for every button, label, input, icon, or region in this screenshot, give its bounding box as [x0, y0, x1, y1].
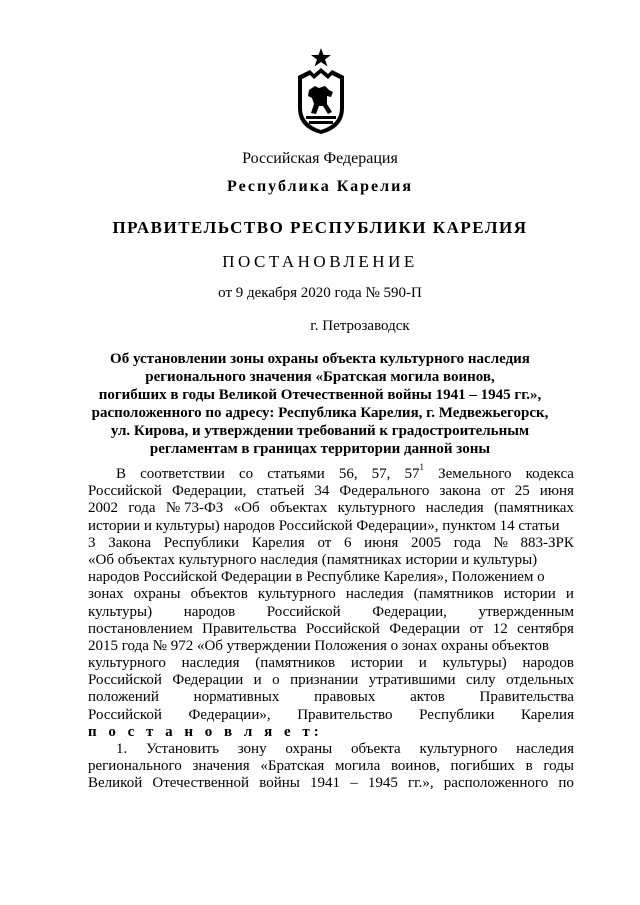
title-line: регламентам в границах территории данной зоны — [149, 441, 491, 457]
body-word: по — [558, 775, 574, 792]
body-word: июня — [539, 483, 574, 500]
body-word: культурного — [257, 586, 336, 603]
government-name: ПРАВИТЕЛЬСТВО РЕСПУБЛИКИ КАРЕЛИЯ — [112, 218, 528, 237]
body-line — [88, 569, 574, 586]
karelia-coat-of-arms-icon — [292, 48, 350, 136]
decree-word: п о с т а н о в л я е т: — [88, 723, 323, 740]
body-word: гг.», — [408, 775, 434, 792]
title-line: расположенного по адресу: Республика Карелия, г. Медвежьегорск, — [91, 405, 549, 421]
body-word: объекта — [351, 741, 401, 757]
body-word: 12 — [492, 620, 508, 637]
body-word: Правительство — [297, 706, 393, 723]
body-word: (памятниках — [494, 500, 574, 517]
body-word: Федерального — [339, 483, 430, 500]
body-word: зонах — [88, 586, 124, 603]
body-word: зону — [237, 741, 267, 757]
body-word: Правительства — [479, 689, 574, 706]
body-word: народов — [183, 603, 236, 620]
title-line: ул. Кирова, и утверждении требований к градостроительным — [110, 423, 530, 439]
body-word: народов Российской Федерации в Республике Карелия», Положением о — [88, 569, 545, 586]
body-word: Российской — [88, 706, 162, 723]
title-line: погибших в годы Великой Отечественной войны 1941 – 1945 гг.», — [98, 387, 542, 403]
republic-name: Республика Карелия — [227, 178, 413, 195]
body-line — [88, 586, 574, 603]
body-word: 25 — [514, 483, 530, 500]
body-word: наследия — [345, 586, 404, 603]
body-word: годы — [543, 758, 574, 775]
body-word: Закона — [108, 534, 152, 551]
document-type: ПОСТАНОВЛЕНИЕ — [222, 252, 418, 271]
body-word: силу — [465, 672, 496, 689]
body-word: Российской — [88, 483, 162, 500]
body-word: соответствии — [140, 466, 225, 482]
body-word: наследия — [425, 500, 484, 517]
superscript: 1 — [419, 462, 424, 472]
body-word: нормативных — [193, 689, 280, 706]
body-line — [88, 758, 574, 775]
body-word: (памятников — [255, 655, 336, 672]
body-line — [88, 741, 574, 758]
body-word: Карелия — [251, 534, 305, 551]
body-word: «Братская — [260, 758, 325, 775]
title-line: регионального значения «Братская могила воинов, — [145, 369, 495, 385]
body-word: кодекса — [525, 466, 574, 482]
body-word: 34 — [314, 483, 330, 500]
body-line — [88, 672, 574, 689]
body-word: от — [469, 620, 484, 637]
body-word: Отечественной — [152, 775, 250, 792]
body-word: регионального — [88, 758, 182, 775]
body-word: со — [238, 466, 254, 482]
document-date: от 9 декабря 2020 года № 590-П — [218, 285, 422, 301]
body-word: – — [350, 775, 358, 792]
body-word: Правительства — [202, 620, 297, 637]
body-word: 3 — [88, 534, 96, 551]
body-word: и — [418, 655, 427, 672]
body-word: № 73-ФЗ — [165, 500, 224, 517]
body-line — [88, 689, 574, 706]
body-word: войны — [259, 775, 300, 792]
body-word: погибших — [450, 758, 515, 775]
document-city: г. Петрозаводск — [310, 318, 410, 334]
body-word: объектов — [190, 586, 248, 603]
body-word: Республики — [419, 706, 495, 723]
body-word: статьей — [256, 483, 305, 500]
body-word: от — [490, 483, 505, 500]
body-line — [88, 638, 574, 655]
body-word: Федерации, — [372, 603, 447, 620]
body-word: значения — [192, 758, 250, 775]
body-word: и — [565, 586, 574, 603]
body-line — [88, 518, 574, 535]
body-word: Федерации — [172, 672, 244, 689]
body-word: признании — [290, 672, 359, 689]
body-word: могила — [334, 758, 381, 775]
body-word: «Об объектах культурного наследия (памятниках истории и культуры) — [88, 551, 538, 568]
title-line: Об установлении зоны охраны объекта культурного наследия — [110, 351, 530, 367]
body-word: 1. — [116, 741, 128, 757]
body-word: истории — [503, 586, 556, 603]
body-word: закона — [439, 483, 481, 500]
body-word: о — [272, 672, 280, 689]
body-word: года — [453, 534, 481, 551]
body-word: утратившими — [368, 672, 456, 689]
body-word: народов — [522, 655, 574, 672]
document-body — [88, 462, 574, 793]
body-word: и — [253, 672, 262, 689]
body-word: № — [493, 534, 508, 551]
body-word: июня — [364, 534, 399, 551]
body-word: сентября — [517, 620, 574, 637]
body-word: истории — [350, 655, 403, 672]
body-word: (памятников — [413, 586, 494, 603]
body-line — [88, 655, 574, 672]
body-word: Карелия — [520, 706, 574, 723]
body-word: отдельных — [506, 672, 574, 689]
body-word: 56, — [338, 466, 358, 482]
body-line — [88, 707, 574, 724]
body-line — [88, 604, 574, 621]
body-word: 883-ЗРК — [520, 534, 574, 551]
body-word: в — [525, 758, 533, 775]
body-word: Установить — [146, 741, 219, 757]
body-word: культуры) — [442, 655, 507, 672]
body-word: Республики — [163, 534, 240, 551]
document-title — [0, 350, 640, 458]
body-word: 6 — [343, 534, 352, 551]
body-word: объектах — [270, 500, 328, 517]
body-word: 2015 года № 972 «Об утверждении Положения о зонах охраны объектов — [88, 637, 549, 654]
body-word: расположенного — [443, 775, 549, 792]
body-word: наследия — [181, 655, 240, 672]
body-word: наследия — [516, 741, 574, 757]
body-word: В — [116, 466, 127, 482]
body-word: актов — [410, 689, 445, 706]
body-word: $57^1$ — [404, 462, 424, 482]
body-line — [88, 621, 574, 638]
body-word: культурного — [88, 655, 166, 672]
body-word: 1941 — [310, 775, 341, 792]
body-word: охраны — [133, 586, 181, 603]
body-line — [88, 500, 574, 517]
body-word: утвержденным — [478, 603, 574, 620]
body-word: культурного — [419, 741, 498, 757]
country-name: Российская Федерация — [242, 150, 398, 167]
body-word: «Об — [233, 500, 260, 517]
body-word: Российской — [266, 603, 341, 620]
body-word: Земельного — [438, 466, 512, 482]
body-word: Российской — [88, 672, 162, 689]
body-word: 2005 — [411, 534, 442, 551]
body-word: от — [317, 534, 332, 551]
body-word: охраны — [285, 741, 333, 757]
body-word: Федерации — [389, 620, 461, 637]
body-word: Великой — [88, 775, 143, 792]
body-word: 57, — [371, 466, 391, 482]
body-word: статьями — [267, 466, 325, 482]
body-word: правовых — [314, 689, 376, 706]
body-line — [88, 535, 574, 552]
body-word: культурного — [337, 500, 416, 517]
body-word: положений — [88, 689, 159, 706]
body-word: Федерации», — [188, 706, 271, 723]
body-word: культуры) — [88, 603, 153, 620]
body-word: года — [128, 500, 156, 517]
body-line — [88, 483, 574, 500]
body-word: воинов, — [390, 758, 440, 775]
body-word: Российской — [305, 620, 380, 637]
body-word: постановлением — [88, 620, 193, 637]
body-line — [88, 552, 574, 569]
body-line — [88, 775, 574, 792]
body-word: 2002 — [88, 500, 118, 517]
body-word: Федерации, — [171, 483, 247, 500]
body-line — [88, 462, 574, 483]
body-word: 1945 — [367, 775, 398, 792]
body-word: истории и культуры) народов Российской Федерации», пунктом 14 статьи — [88, 517, 560, 534]
